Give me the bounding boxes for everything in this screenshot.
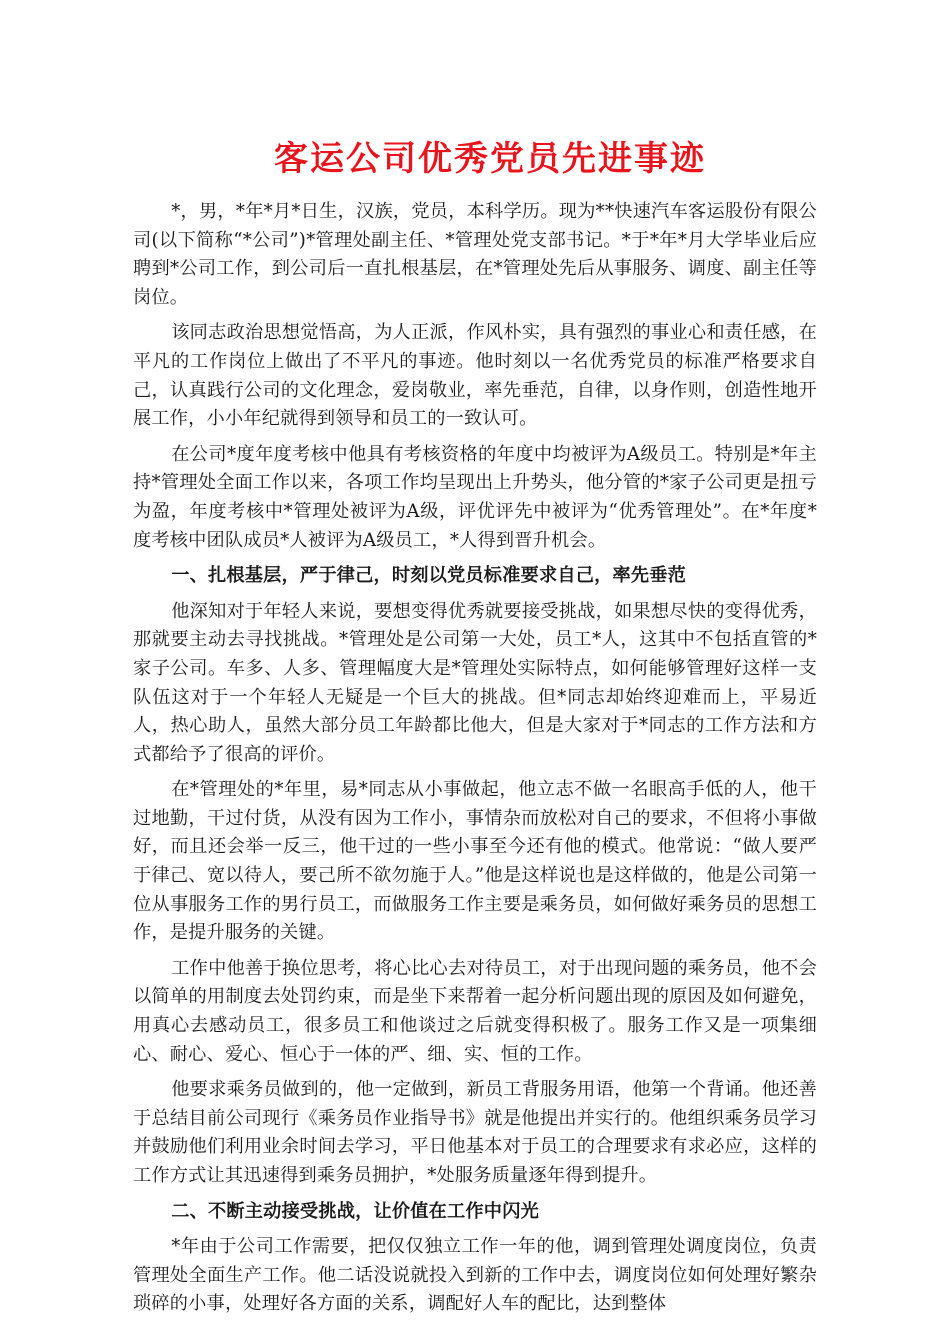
paragraph: 工作中他善于换位思考，将心比心去对待员工，对于出现问题的乘务员，他不会以简单的用制度去处罚约束，而是坐下来帮着一起分析问题出现的原因及如何避免，用真心去感动员工，很多员工和他谈过之后就变得积极了。服务工作又是一项集细心、耐心、爱心、恒心于一体的严、细、实、恒的工作。 bbox=[133, 957, 817, 1065]
section-heading: 二、不断主动接受挑战，让价值在工作中闪光 bbox=[171, 1200, 539, 1222]
paragraph: 他要求乘务员做到的，他一定做到，新员工背服务用语，他第一个背诵。他还善于总结目前公司现行《乘务员作业指导书》就是他提出并实行的。他组织乘务员学习并鼓励他们利用业余时间去学习，平日他基本对于员工的合理要求有求必应，这样的工作方式让其迅速得到乘务员拥护，*处服务质量逐年得到提升。 bbox=[133, 1079, 817, 1186]
document-body bbox=[133, 198, 817, 1319]
paragraph: 在*管理处的*年里，易*同志从小事做起，他立志不做一名眼高手低的人，他干过地勤，干过付货，从没有因为工作小，事情杂而放松对自己的要求，不但将小事做好，而且还会举一反三，他干过的一些小事至今还有他的模式。他常说：“做人要严于律己、宽以待人，要己所不欲勿施于人。”他是这样说也是这样做的，他是公司第一位从事服务工作的男行员工，而做服务工作主要是乘务员，如何做好乘务员的思想工作，是提升服务的关键。 bbox=[133, 779, 817, 944]
document-title: 客运公司优秀党员先进事迹 bbox=[274, 139, 706, 179]
paragraph: 在公司*度年度考核中他具有考核资格的年度中均被评为A级员工。特别是*年主持*管理处全面工作以来，各项工作均呈现出上升势头，他分管的*家子公司更是扭亏为盈，年度考核中*管理处被评为A级，评优评先中被评为“优秀管理处”。在*年度*度考核中团队成员*人被评为A级员工，*人得到晋升机会。 bbox=[133, 443, 817, 551]
paragraph: 该同志政治思想觉悟高，为人正派，作风朴实，具有强烈的事业心和责任感，在平凡的工作岗位上做出了不平凡的事迹。他时刻以一名优秀党员的标准严格要求自己，认真践行公司的文化理念，爱岗敬业，率先垂范，自律，以身作则，创造性地开展工作，小小年纪就得到领导和员工的一致认可。 bbox=[133, 322, 817, 430]
paragraph: 他深知对于年轻人来说，要想变得优秀就要接受挑战，如果想尽快的变得优秀，那就要主动去寻找挑战。*管理处是公司第一大处，员工*人，这其中不包括直管的*家子公司。车多、人多、管理幅度大是*管理处实际特点，如何能够管理好这样一支队伍这对于一个年轻人无疑是一个巨大的挑战。但*同志却始终迎难而上，平易近人，热心助人，虽然大部分员工年龄都比他大，但是大家对于*同志的工作方法和方式都给予了很高的评价。 bbox=[133, 600, 817, 765]
section-heading: 一、扎根基层，严于律己，时刻以党员标准要求自己，率先垂范 bbox=[171, 565, 687, 587]
paragraph: *，男，*年*月*日生，汉族，党员，本科学历。现为**快速汽车客运股份有限公司(以下简称“*公司”)*管理处副主任、*管理处党支部书记。*于*年*月大学毕业后应聘到*公司工作，到公司后一直扎根基层，在*管理处先后从事服务、调度、副主任等岗位。 bbox=[133, 201, 817, 308]
paragraph: *年由于公司工作需要，把仅仅独立工作一年的他，调到管理处调度岗位，负责管理处全面生产工作。他二话没说就投入到新的工作中去，调度岗位如何处理好繁杂琐碎的小事，处理好各方面的关系，调配好人车的配比，达到整体 bbox=[133, 1236, 817, 1315]
document-page bbox=[133, 130, 817, 1326]
